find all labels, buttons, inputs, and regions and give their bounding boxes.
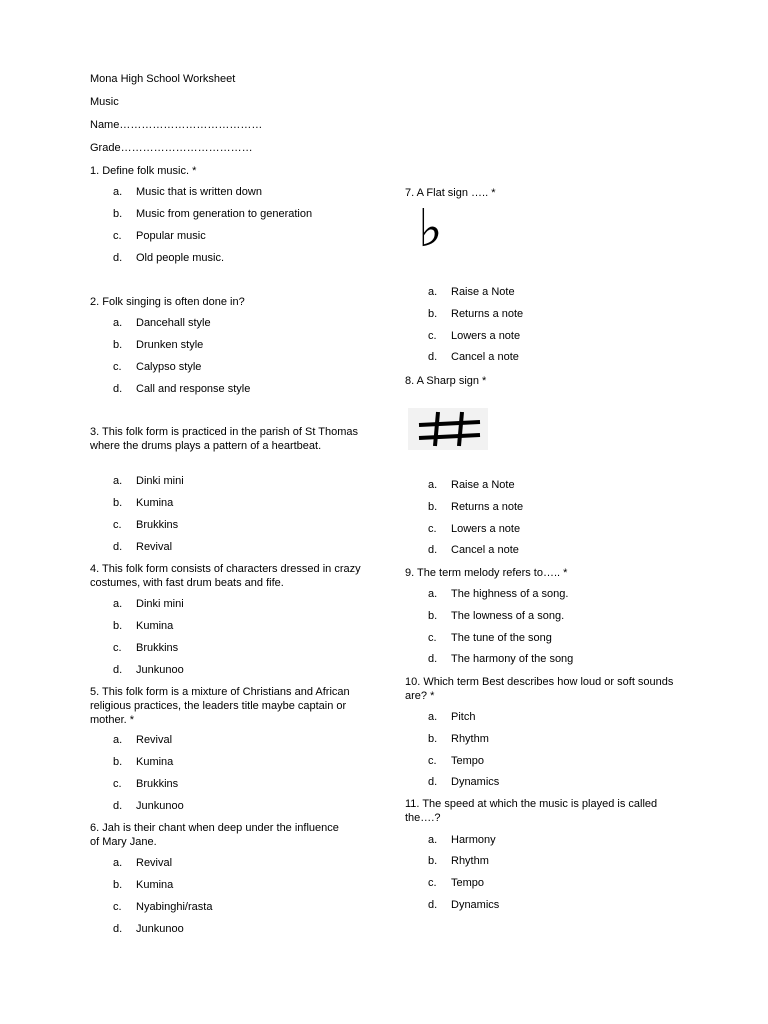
question-2-option-text: Dancehall style: [136, 317, 211, 329]
question-1-option-text: Old people music.: [136, 252, 225, 264]
question-6-option-text: Nyabinghi/rasta: [136, 901, 213, 913]
flat-sign-icon: ♭: [418, 199, 443, 259]
question-9-option-letter: c.: [428, 632, 437, 644]
question-3-option-text: Revival: [136, 541, 173, 553]
question-5-option-text: Kumina: [136, 756, 174, 768]
question-4-option-text: Kumina: [136, 620, 174, 632]
question-9-stem: 9. The term melody refers to….. *: [405, 567, 568, 579]
question-2-option-text: Drunken style: [136, 339, 204, 351]
question-10-option-text: Tempo: [451, 755, 485, 767]
question-7-option-letter: d.: [428, 351, 438, 363]
question-11-option-text: Rhythm: [451, 855, 489, 867]
question-3-option-text: Brukkins: [136, 519, 179, 531]
question-1-stem: 1. Define folk music. *: [90, 165, 197, 177]
question-10-option-letter: b.: [428, 733, 438, 745]
question-7-option-letter: c.: [428, 330, 437, 342]
question-9-option-text: The harmony of the song: [451, 653, 574, 665]
question-2-option-letter: a.: [113, 317, 123, 329]
question-3-option-text: Dinki mini: [136, 475, 184, 487]
question-9-option-letter: a.: [428, 588, 438, 600]
question-4-option-text: Brukkins: [136, 642, 179, 654]
question-11-option-text: Tempo: [451, 877, 485, 889]
question-11-stem: 11. The speed at which the music is played is called the….?: [405, 798, 658, 824]
question-9-option-text: The lowness of a song.: [451, 610, 565, 622]
question-11-option-text: Dynamics: [451, 899, 500, 911]
question-4-option-letter: c.: [113, 642, 122, 654]
question-5-stem: 5. This folk form is a mixture of Christians and African religious practices, the leaders title maybe captain or mother. *: [90, 686, 350, 726]
question-2-option-letter: d.: [113, 383, 123, 395]
question-6-option-letter: a.: [113, 857, 123, 869]
question-1-option-letter: a.: [113, 186, 123, 198]
question-3-option-letter: a.: [113, 475, 123, 487]
question-10-stem: 10. Which term Best describes how loud or soft sounds are? *: [405, 676, 674, 702]
question-1-option-letter: b.: [113, 208, 123, 220]
subject-label: Music: [90, 96, 119, 108]
question-10-option-text: Pitch: [451, 711, 476, 723]
question-7-option-letter: b.: [428, 308, 438, 320]
question-8-option-text: Raise a Note: [451, 479, 515, 491]
question-9-option-text: The highness of a song.: [451, 588, 569, 600]
question-5-option-letter: a.: [113, 734, 123, 746]
question-5-option-text: Brukkins: [136, 778, 179, 790]
question-11-option-text: Harmony: [451, 834, 496, 846]
question-8-option-text: Lowers a note: [451, 523, 521, 535]
worksheet-title: Mona High School Worksheet: [90, 73, 236, 85]
question-5-option-text: Revival: [136, 734, 173, 746]
question-8-option-letter: d.: [428, 544, 438, 556]
question-10-option-letter: a.: [428, 711, 438, 723]
question-5-option-text: Junkunoo: [136, 800, 184, 812]
question-10-option-letter: c.: [428, 755, 437, 767]
question-8-stem: 8. A Sharp sign *: [405, 375, 487, 387]
question-7-option-text: Cancel a note: [451, 351, 519, 363]
question-10-option-text: Dynamics: [451, 776, 500, 788]
question-9-option-letter: b.: [428, 610, 438, 622]
question-6-option-text: Kumina: [136, 879, 174, 891]
question-1-option-text: Music that is written down: [136, 186, 262, 198]
question-5-option-letter: d.: [113, 800, 123, 812]
name-line: Name…………………………………: [90, 119, 263, 131]
question-3-option-text: Kumina: [136, 497, 174, 509]
question-6-stem: 6. Jah is their chant when deep under the influence of Mary Jane.: [90, 822, 339, 848]
question-6-option-text: Junkunoo: [136, 923, 184, 935]
question-5-option-letter: b.: [113, 756, 123, 768]
question-2-option-text: Call and response style: [136, 383, 251, 395]
grade-line: Grade………………………………: [90, 142, 253, 154]
question-1-option-text: Popular music: [136, 230, 206, 242]
question-1-option-letter: d.: [113, 252, 123, 264]
question-10-option-letter: d.: [428, 776, 438, 788]
question-2-option-letter: c.: [113, 361, 122, 373]
question-4-option-letter: d.: [113, 664, 123, 676]
question-9-option-letter: d.: [428, 653, 438, 665]
question-3-option-letter: c.: [113, 519, 122, 531]
question-10-option-text: Rhythm: [451, 733, 489, 745]
question-11-option-letter: d.: [428, 899, 438, 911]
question-7-option-letter: a.: [428, 286, 438, 298]
question-7-option-text: Returns a note: [451, 308, 524, 320]
question-2-option-text: Calypso style: [136, 361, 202, 373]
question-5-option-letter: c.: [113, 778, 122, 790]
question-4-option-letter: b.: [113, 620, 123, 632]
question-9-option-text: The tune of the song: [451, 632, 552, 644]
question-8-option-text: Cancel a note: [451, 544, 519, 556]
question-7-option-text: Lowers a note: [451, 330, 521, 342]
question-1-option-text: Music from generation to generation: [136, 208, 313, 220]
question-6-option-text: Revival: [136, 857, 173, 869]
question-6-option-letter: b.: [113, 879, 123, 891]
question-11-option-letter: a.: [428, 834, 438, 846]
question-2-stem: 2. Folk singing is often done in?: [90, 296, 245, 308]
question-6-option-letter: c.: [113, 901, 122, 913]
question-3-option-letter: b.: [113, 497, 123, 509]
question-4-option-letter: a.: [113, 598, 123, 610]
question-8-option-letter: a.: [428, 479, 438, 491]
question-7-option-text: Raise a Note: [451, 286, 515, 298]
question-11-option-letter: c.: [428, 877, 437, 889]
question-4-option-text: Dinki mini: [136, 598, 184, 610]
question-3-option-letter: d.: [113, 541, 123, 553]
question-7-stem: 7. A Flat sign ….. *: [405, 187, 496, 199]
question-1-option-letter: c.: [113, 230, 122, 242]
question-8-option-letter: c.: [428, 523, 437, 535]
sharp-sign-icon: [408, 408, 488, 450]
question-3-stem: 3. This folk form is practiced in the parish of St Thomas where the drums plays a pattern of a heartbeat.: [90, 426, 358, 452]
question-6-option-letter: d.: [113, 923, 123, 935]
question-4-stem: 4. This folk form consists of characters dressed in crazy costumes, with fast drum beats and fife.: [90, 563, 361, 589]
question-11-option-letter: b.: [428, 855, 438, 867]
question-4-option-text: Junkunoo: [136, 664, 184, 676]
question-2-option-letter: b.: [113, 339, 123, 351]
question-8-option-text: Returns a note: [451, 501, 524, 513]
question-8-option-letter: b.: [428, 501, 438, 513]
